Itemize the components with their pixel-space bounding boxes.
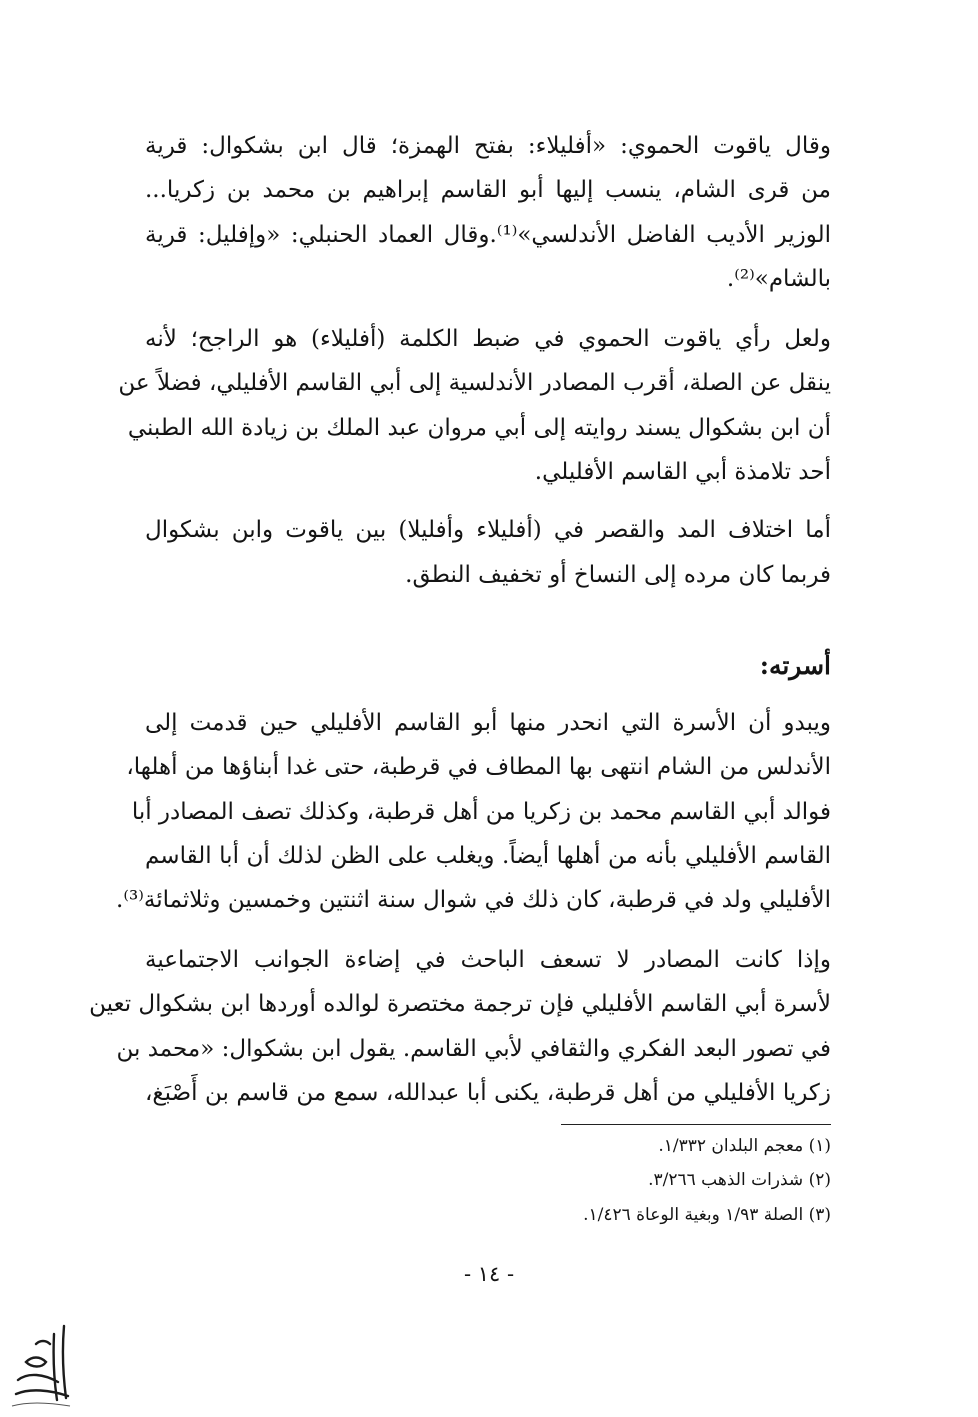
- footnote-2: (٢) شذرات الذهب ٣/٢٦٦.: [648, 1170, 831, 1190]
- paragraph-1-line-4: بالشام»⁽²⁾.: [726, 266, 831, 292]
- paragraph-1-line-2: من قرى الشام، ينسب إليها أبو القاسم إبراهيم بن محمد بن زكريا...: [145, 177, 831, 203]
- paragraph-5-line-4: زكريا الأفليلي من أهل قرطبة، يكنى أبا عبدالله، سمع من قاسم بن أَصْبَغ،: [145, 1080, 831, 1106]
- paragraph-1-line-1: وقال ياقوت الحموي: «أفليلاء: بفتح الهمزة؛ قال ابن بشكوال: قرية: [145, 133, 831, 159]
- footnote-rule: [561, 1124, 831, 1125]
- paragraph-4-line-1: ويبدو أن الأسرة التي انحدر منها أبو القاسم الأفليلي حين قدمت إلى: [145, 710, 831, 736]
- paragraph-2-line-2: ينقل عن الصلة، أقرب المصادر الأندلسية إلى أبي القاسم الأفليلي، فضلاً عن: [118, 370, 831, 396]
- paragraph-3-line-2: فربما كان مرده إلى النساخ أو تخفيف النطق.: [405, 562, 831, 588]
- paragraph-5-line-2: لأسرة أبي القاسم الأفليلي فإن ترجمة مختصرة لوالده أوردها ابن بشكوال تعين: [89, 991, 831, 1017]
- paragraph-2-line-4: أحد تلامذة أبي القاسم الأفليلي.: [534, 459, 831, 485]
- page-number: - ١٤ -: [463, 1262, 515, 1286]
- footnote-3: (٣) الصلة ١/٩٣ وبغية الوعاة ١/٤٢٦.: [583, 1205, 831, 1225]
- paragraph-3-line-1: أما اختلاف المد والقصر في (أفليلاء وأفليلا) بين ياقوت وابن بشكوال: [145, 517, 831, 543]
- paragraph-4-line-2: الأندلس من الشام انتهى بها المطاف في قرطبة، حتى غدا أبناؤها من أهلها،: [126, 754, 831, 780]
- paragraph-4-line-5: الأفليلي ولد في قرطبة، كان ذلك في شوال سنة اثنتين وخمسين وثلاثمائة⁽³⁾.: [116, 887, 831, 913]
- section-heading: أسرته:: [759, 651, 831, 680]
- calligraphy-stamp-logo: [6, 1320, 76, 1412]
- paragraph-5-line-3: في تصور البعد الفكري والثقافي لأبي القاسم. يقول ابن بشكوال: «محمد بن: [116, 1036, 831, 1062]
- paragraph-2-line-1: ولعل رأي ياقوت الحموي في ضبط الكلمة (أفليلاء) هو الراجح؛ لأنه: [145, 326, 831, 352]
- footnote-1: (١) معجم البلدان ١/٣٣٢.: [658, 1136, 831, 1156]
- paragraph-4-line-4: القاسم الأفليلي بأنه من أهلها أيضاً. ويغلب على الظن لذلك أن أبا القاسم: [145, 843, 831, 869]
- paragraph-5-line-1: وإذا كانت المصادر لا تسعف الباحث في إضاءة الجوانب الاجتماعية: [145, 947, 831, 973]
- paragraph-4-line-3: فوالد أبي القاسم محمد بن زكريا من أهل قرطبة، وكذلك تصف المصادر أبا: [131, 799, 831, 825]
- paragraph-2-line-3: أن ابن بشكوال يسند روايته إلى أبي مروان عبد الملك بن زيادة الله الطبني: [127, 415, 831, 441]
- paragraph-1-line-3: الوزير الأديب الفاضل الأندلسي»⁽¹⁾.وقال العماد الحنبلي: «وإفليل: قرية: [145, 222, 831, 248]
